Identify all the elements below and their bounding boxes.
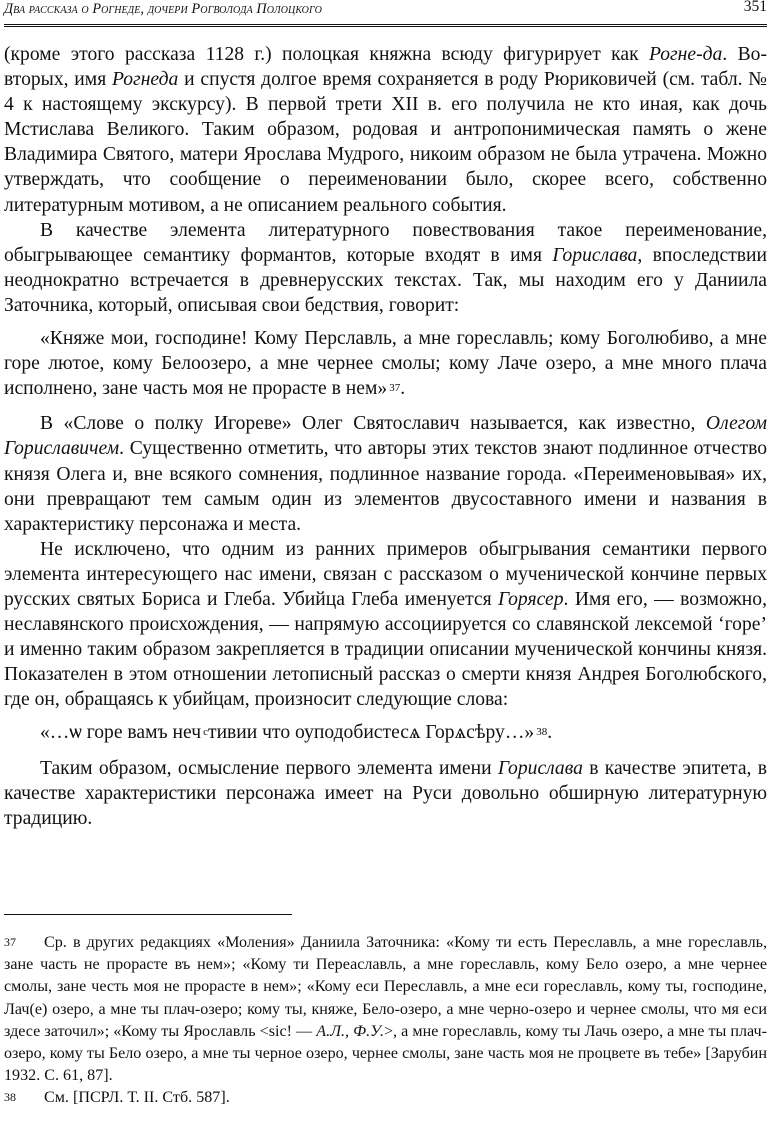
superscript-c: с bbox=[203, 726, 208, 739]
quotation-chronicle: «…ѡ горе вамъ неч $^с$тивии что оуподобистесѧ Горѧсѣру…» $^{38}$. bbox=[40, 722, 553, 744]
name-rogneda: Рогнеда bbox=[112, 69, 179, 91]
name-oleg-gorislavich: Олегом Гориславичем bbox=[4, 413, 767, 460]
footnote-38: 38 См. [ПСРЛ. Т. II. Стб. 587]. bbox=[4, 1087, 767, 1109]
paragraph-1: (кроме этого рассказа 1128 г.) полоцкая княжна всюду фигурирует как Рогне-да. Во-вторых, имя Рогнеда и спустя долгое время сохраняется в роду Рюриковичей (см. табл. № 4 к настоящему экскурсу). В первой трети XII в. его получила не кто иная, как дочь Мстислава Великого. Таким образом, родовая и антропонимическая память о жене Владимира Святого, матери Ярослава Мудрого, никоим образом не была утрачена. Можно утверждать, что сообщение о переименовании было, скорее всего, собственно литературным мотивом, а не описанием реального события. bbox=[4, 44, 768, 216]
page-number: 351 bbox=[743, 0, 767, 15]
running-title: Два рассказа о Рогнеде, дочери Рогволода Полоцкого bbox=[4, 1, 322, 17]
footnotes bbox=[4, 932, 767, 1110]
footnote-number: 37 bbox=[4, 935, 16, 949]
paragraph-3: В «Слове о полку Игореве» Олег Святославич называется, как известно, Олегом Гориславичем. Существенно отметить, что авторы этих текстов знают подлинное отчество князя Олега и, вне всякого сомнения, подлинное название города. «Переименовывая» их, они превращают тем самым один из элементов двусоставного имени и названия в характеристику персонажа и места. bbox=[4, 413, 767, 535]
running-header bbox=[4, 0, 767, 27]
footnote-ref-37[interactable]: 37 bbox=[389, 382, 401, 395]
paragraph-4: Не исключено, что одним из ранних примеров обыгрывания семантики первого элемента интересующего нас имени, связан с рассказом о мученической кончине первых русских святых Бориса и Глеба. Убийца Глеба именуется Горясер. Имя его, — возможно, неславянского происхождения, — напрямую ассоциируется со славянской лексемой ‘горе’ и именно таким образом закрепляется в традиции описании мученической кончины князя. Показателен в этом отношении летописный рассказ о смерти князя Андрея Боголюбского, где он, обращаясь к убийцам, произносит следующие слова: bbox=[4, 538, 767, 711]
editor-initials: А.Л., Ф.У. bbox=[316, 1022, 384, 1040]
footnote-37: 37 Ср. в других редакциях «Моления» Даниила Заточника: «Кому ти есть Переславль, а мне гореславль, зане часть не прорасте въ нем»; «Кому ти Переаславль, а мне гореславль, кому Бело озеро, а мне чернее смолы, зане честь моя не прорасте в нем»; «Кому еси Переславль, а мне еси гореславль, кому ты, господине, Лач(е) озеро, а мне ты плач-озеро; кому ты, княже, Бело-озеро, а мне черно-озеро и чернее смолы, что мя еси здесе заточил»; «Кому ты Ярославль <sic! — А.Л., Ф.У.>, а мне гореславль, кому ты Лачь озеро, а мне ты плач-озеро, кому ты Бело озеро, а мне ты черное озеро, чернее смолы, зане часть моя не процвете въ тебе» [Зарубин 1932. С. 61, 87]. bbox=[4, 932, 767, 1087]
quotation-daniil: «Княже мои, господине! Кому Перславль, а мне гореславль; кому Боголюбиво, а мне горе лютое, кому Белоозеро, а мне чернее смолы; кому Лаче озеро, а мне много плача исполнено, зане часть моя не прорасте в нем» $^{37}$. bbox=[4, 328, 767, 400]
name-gorislava: Горислава bbox=[552, 244, 638, 266]
name-gorislava: Горислава bbox=[497, 757, 583, 779]
paragraph-2: В качестве элемента литературного повествования такое переименование, обыгрывающее семантику формантов, которые входят в имя Горислава, впоследствии неоднократно встречается в древнерусских текстах. Так, мы находим его у Даниила Заточника, который, описывая свои бедствия, говорит: bbox=[4, 219, 767, 316]
footnote-number: 38 bbox=[4, 1090, 16, 1105]
paragraph-5: Таким образом, осмысление первого элемента имени Горислава в качестве эпитета, в качестве характеристики персонажа имеет на Руси довольно обширную литературную традицию. bbox=[4, 757, 767, 829]
main-text bbox=[4, 42, 767, 831]
footnote-separator bbox=[4, 914, 292, 915]
name-rogneda: Рогне-да bbox=[648, 44, 723, 65]
name-goryaser: Горясер bbox=[498, 588, 564, 610]
footnote-ref-38[interactable]: 38 bbox=[536, 726, 548, 739]
